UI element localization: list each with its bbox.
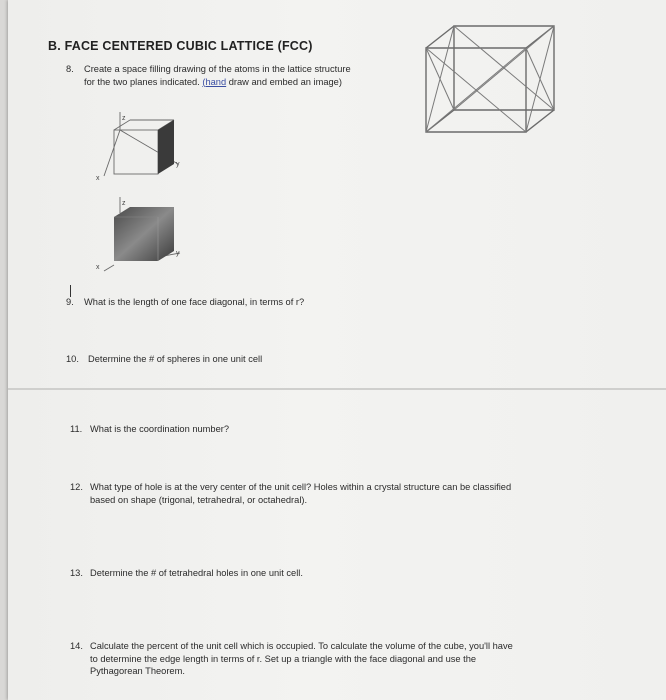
question-text-cont: based on shape (trigonal, tetrahedral, or octahedral). <box>90 494 308 505</box>
question-text-cont: for the two planes indicated. <box>84 76 200 87</box>
question-number: 9. <box>66 297 74 307</box>
question-text-cont: to determine the edge length in terms of r. Set up a triangle with the face diagonal and use the <box>90 653 477 664</box>
question-number: 13. <box>70 568 83 578</box>
page-divider <box>8 388 666 390</box>
question-text: What is the length of one face diagonal, in terms of r? <box>84 297 305 307</box>
question-number: 8. <box>66 64 74 74</box>
question-8 <box>66 63 351 88</box>
question-12 <box>70 481 511 506</box>
question-text-cont-2: Pythagorean Theorem. <box>90 666 185 676</box>
worksheet-page <box>8 0 666 700</box>
question-9 <box>66 296 304 309</box>
axis-x-label: x <box>96 264 100 271</box>
question-text: What is the coordination number? <box>90 424 230 434</box>
question-14 <box>70 640 513 678</box>
axis-y-label: y <box>176 161 180 168</box>
axis-x-label: x <box>96 175 100 182</box>
question-text-suffix: draw and embed an image) <box>228 76 342 87</box>
fcc-unit-cell-diagram <box>420 18 560 138</box>
hand-link[interactable]: (hand <box>202 76 227 87</box>
question-number: 10. <box>66 354 79 364</box>
question-10 <box>66 353 262 366</box>
question-text: What type of hole is at the very center of the unit cell? Holes within a crystal structure can be classified <box>90 482 512 492</box>
axis-z-label: z <box>122 115 126 122</box>
question-text: Create a space filling drawing of the atoms in the lattice structure <box>84 64 351 74</box>
question-number: 11. <box>70 424 83 434</box>
lattice-plane-figure-2 <box>92 193 192 275</box>
question-text: Calculate the percent of the unit cell which is occupied. To calculate the volume of the cube, you'll have <box>90 641 513 651</box>
question-text: Determine the # of tetrahedral holes in one unit cell. <box>90 568 303 578</box>
question-number: 14. <box>70 641 83 651</box>
question-11 <box>70 423 229 436</box>
section-title: B. FACE CENTERED CUBIC LATTICE (FCC) <box>48 39 313 53</box>
lattice-plane-figure-1 <box>92 108 192 190</box>
question-13 <box>70 567 303 580</box>
axis-y-label: y <box>176 250 180 257</box>
axis-z-label: z <box>122 200 126 207</box>
question-number: 12. <box>70 482 83 492</box>
question-text: Determine the # of spheres in one unit cell <box>88 354 263 364</box>
